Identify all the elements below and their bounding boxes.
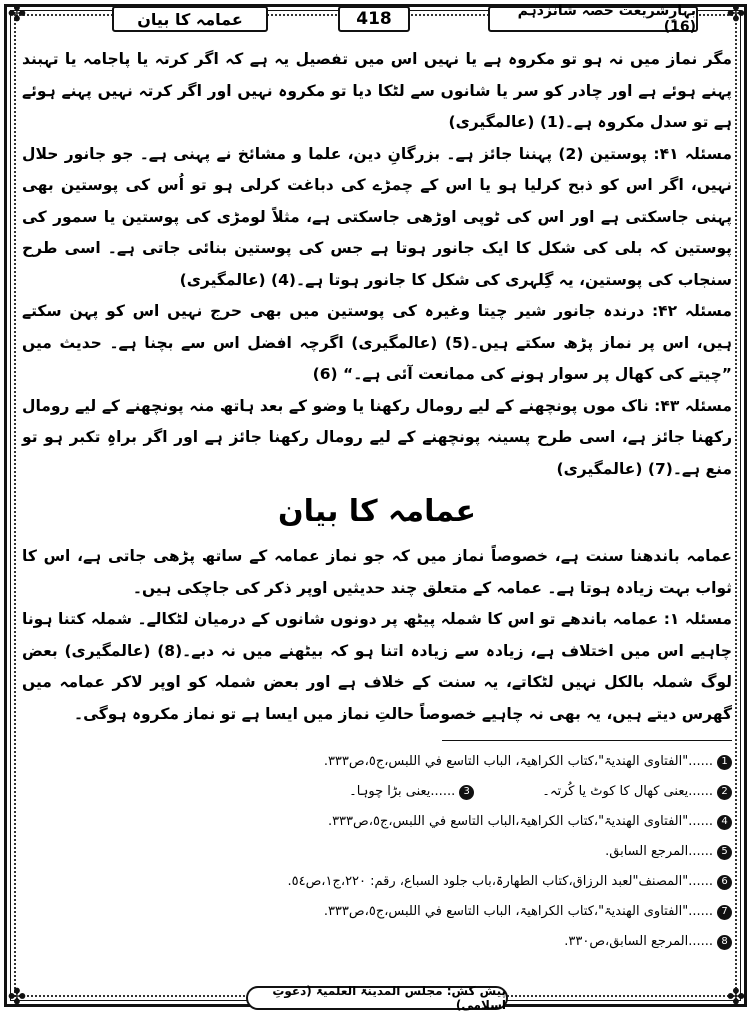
footnote-divider (442, 740, 732, 741)
footnote (22, 867, 732, 897)
body-paragraph: مگر نماز میں نہ ہو تو مکروہ ہے یا نہیں اس میں تفصیل یہ ہے کہ اگر کرتہ یا پاجامہ یا تہبند پہنے ہوئے ہے اور چادر کو سر یا شانوں سے لٹکا دیا تو مکروہ نہیں اور اگر کرتہ نہیں پہنے ہوئے ہے تو سدل مکروہ ہے۔(1) (عالمگیری) (22, 50, 732, 131)
footnote-text: ......المرجع السابق،ص٣٣٠. (564, 934, 713, 949)
publisher-footer (246, 986, 508, 1010)
footnote-number: 2 (717, 785, 732, 800)
footnote-text: ......المرجع السابق. (605, 844, 713, 859)
footnote-text: ......"المصنف"لعبد الرزاق،کتاب الطھارۃ،باب جلود السباع، رقم: ٢٢٠،ج١،ص٥٤. (287, 874, 713, 889)
corner-ornament-icon: ✤ (7, 2, 27, 27)
chapter-intro-paragraph: عمامہ باندھنا سنت ہے، خصوصاً نماز میں کہ جو نماز عمامہ کے ساتھ پڑھی جاتی ہے، اس کا ثواب بہت زیادہ ہوتا ہے۔ عمامہ کے متعلق چند حدیثیں اوپر ذکر کی جاچکی ہیں۔ (22, 547, 732, 597)
page-content (22, 44, 732, 957)
book-title-box (488, 3, 698, 35)
footnote-number: 1 (717, 755, 732, 770)
footnote-number: 8 (717, 935, 732, 950)
footnote-number: 6 (717, 875, 732, 890)
masla-41: مسئلہ ۴۱: پوستین (2) پہننا جائز ہے۔ بزرگانِ دین، علما و مشائخ نے پہنی ہے۔ جو جانور حلال نہیں، اگر اس کو ذبح کرلیا ہو یا اس کے چمڑے کی دباغت کرلی ہو تو اُس کی پوستین بھی پہنی جاسکتی ہے اور اس کی ٹوپی اوڑھی جاسکتی ہے، مثلاً لومڑی کی پوستین یا سمور کی پوستین کہ بلی کی شکل کا ایک جانور ہوتا ہے جس کی پوستین بنائی جاتی ہے۔ اسی طرح سنجاب کی پوستین، یہ گِلہری کی شکل کا جانور ہوتا ہے۔(4) (عالمگیری) (22, 144, 732, 289)
masla-43: مسئلہ ۴۳: ناک موں پونچھنے کے لیے رومال رکھنا یا وضو کے بعد ہاتھ منہ پونچھنے کے لیے رومال رکھنا جائز ہے، اسی طرح پسینہ پونچھنے کے لیے رومال رکھنا جائز ہے اور اگر براہِ تکبر ہو تو منع ہے۔(7) (عالمگیری) (22, 396, 732, 478)
publisher-text: پیش کش: مجلس المدینۃ العلمیۃ (دعوتِ اسلامی) (272, 984, 506, 1012)
footnotes (22, 747, 732, 957)
footnote (22, 807, 732, 837)
footnote-text: ......"الفتاوی الھندیۃ"،کتاب الکراھیۃ،الباب التاسع في اللبس،ج٥،ص٣٣٣. (327, 814, 713, 829)
footnote (22, 837, 732, 867)
page-number-box (338, 6, 410, 32)
footnote (22, 927, 732, 957)
masla-1: مسئلہ ۱: عمامہ باندھے تو اس کا شملہ پیٹھ پر دونوں شانوں کے درمیان لٹکالے۔ شملہ کتنا ہونا چاہیے اس میں اختلاف ہے، زیادہ سے زیادہ اتنا ہو کہ بیٹھنے میں نہ دبے۔(8) (عالمگیری) بعض لوگ شملہ بالکل نہیں لٹکاتے، یہ سنت کے خلاف ہے اور بعض شملہ کو اوپر لاکر عمامہ میں گھرس دیتے ہیں، یہ بھی نہ چاہیے خصوصاً حالتِ نماز میں ایسا ہے تو نماز مکروہ ہوگی۔ (22, 610, 732, 723)
corner-ornament-icon: ✤ (726, 985, 746, 1010)
footnote-number: 4 (717, 815, 732, 830)
footnote (22, 747, 732, 777)
corner-ornament-icon: ✤ (7, 985, 27, 1010)
chapter-title: عمامہ کا بیان (137, 9, 243, 29)
footnote-text: ......"الفتاوی الھندیۃ"،کتاب الکراھیۃ، الباب التاسع في اللبس،ج٥،ص٣٣٣. (323, 754, 713, 769)
footnote-number: 5 (717, 845, 732, 860)
corner-ornament-icon: ✤ (726, 2, 746, 27)
footnote-text: ......یعنی کھال کا کوٹ یا کُرتہ۔ (542, 784, 713, 799)
footnote (22, 897, 732, 927)
book-title: بہارِشریعت حصہ شانزدہم (16) (517, 3, 696, 35)
footnote (22, 777, 732, 807)
masla-42: مسئلہ ۴۲: درندہ جانور شیر چیتا وغیرہ کی پوستین میں بھی حرج نہیں اس کو پہن سکتے ہیں، اس پر نماز پڑھ سکتے ہیں۔(5) (عالمگیری) اگرچہ افضل اس سے بچنا ہے۔ حدیث میں ”چیتے کی کھال پر سوار ہونے کی ممانعت آئی ہے۔“ (6) (22, 302, 732, 383)
page-number: 418 (356, 9, 392, 29)
footnote-text: ......یعنی بڑا چوہا۔ (349, 784, 456, 799)
footnote-text: ......"الفتاوی الھندیۃ"،کتاب الکراھیۃ، الباب التاسع في اللبس،ج٥،ص٣٣٣. (323, 904, 713, 919)
footnote-number: 3 (459, 785, 474, 800)
chapter-title-box (112, 6, 268, 32)
chapter-heading: عمامہ کا بیان (277, 494, 476, 529)
footnote-number: 7 (717, 905, 732, 920)
